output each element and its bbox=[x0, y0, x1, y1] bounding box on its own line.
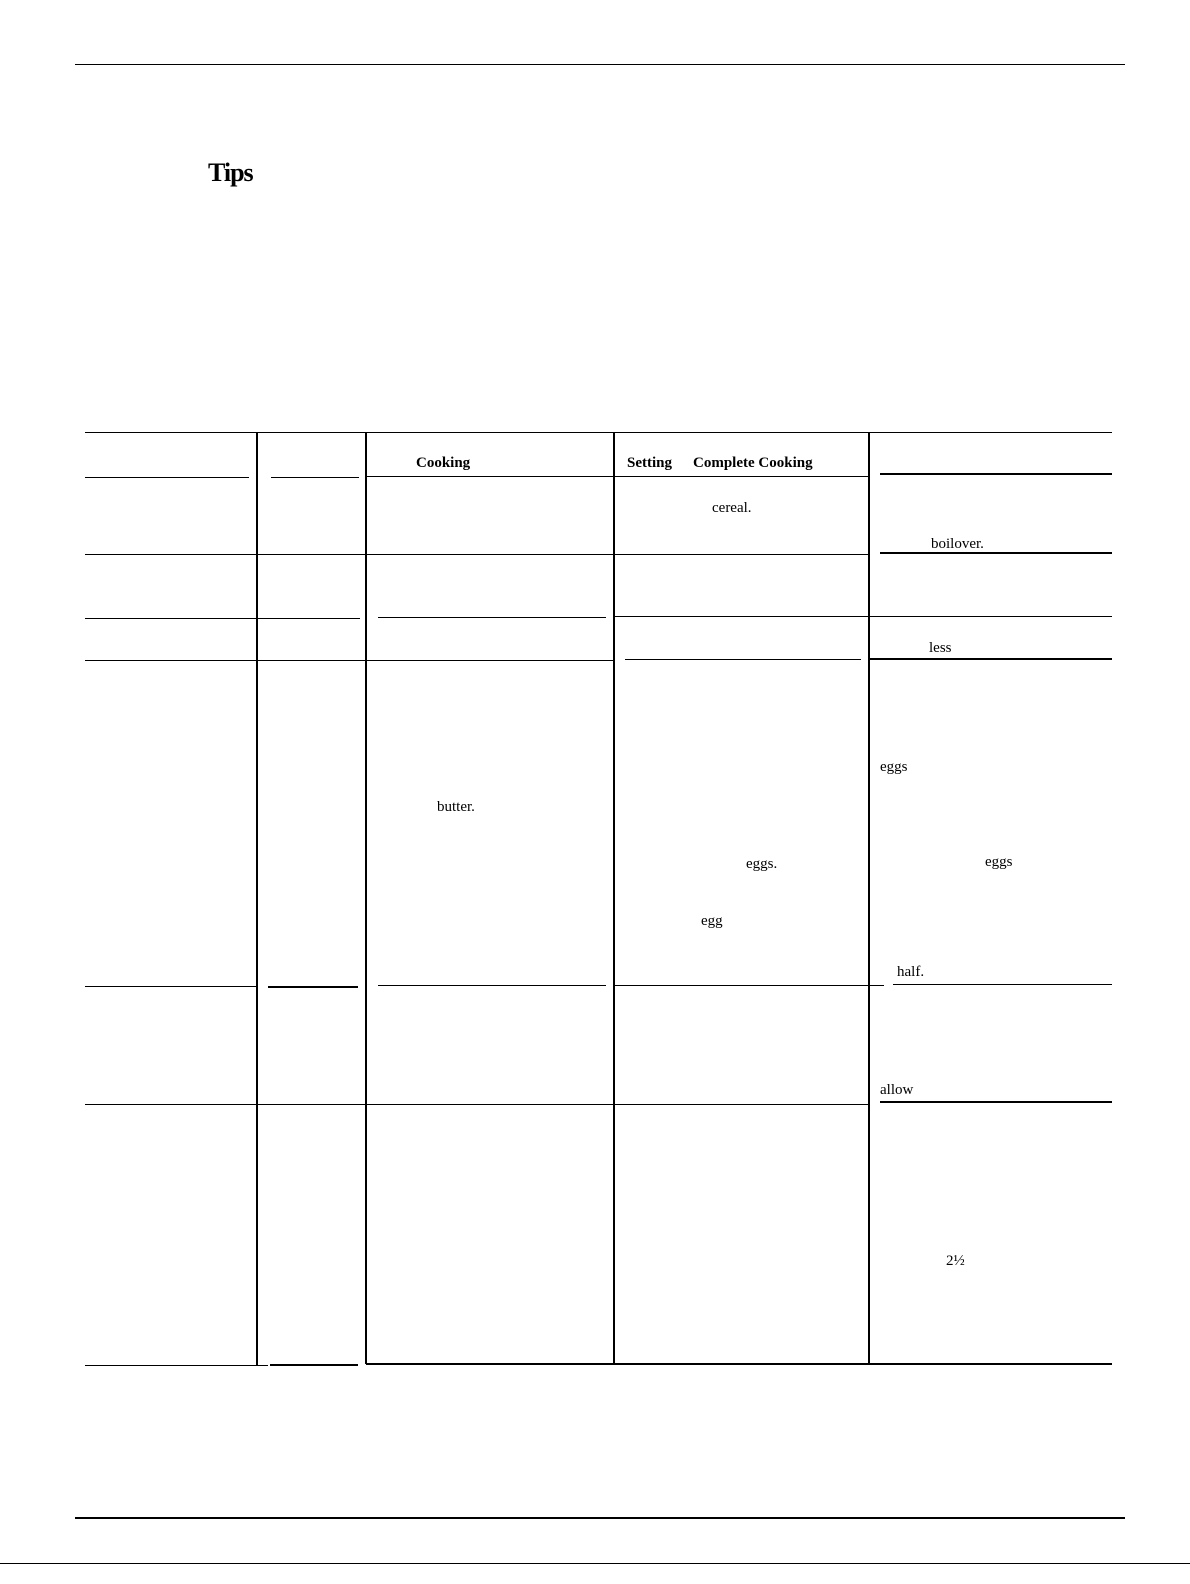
row-rule bbox=[893, 984, 1112, 985]
table-bottom-rule bbox=[366, 1363, 1112, 1365]
bottom-page-rule bbox=[75, 1517, 1125, 1519]
top-page-rule bbox=[75, 64, 1125, 65]
column-divider bbox=[613, 433, 615, 1364]
cell-text: allow bbox=[880, 1082, 914, 1098]
header-rule bbox=[880, 473, 1112, 475]
row-rule bbox=[378, 985, 606, 986]
header-rule bbox=[366, 476, 870, 477]
row-rule bbox=[614, 985, 884, 986]
cell-text: eggs bbox=[985, 854, 1013, 870]
row-rule bbox=[880, 1101, 1112, 1103]
page-title: Tips bbox=[208, 158, 253, 187]
column-divider bbox=[256, 433, 258, 1365]
column-divider bbox=[868, 433, 870, 1364]
header-cooking: Cooking bbox=[416, 455, 471, 471]
row-rule bbox=[880, 552, 1112, 554]
row-rule bbox=[85, 660, 615, 661]
cell-text: eggs. bbox=[746, 856, 778, 872]
cell-text: egg bbox=[701, 913, 723, 929]
row-rule bbox=[85, 618, 360, 619]
row-rule bbox=[268, 986, 358, 988]
header-rule bbox=[271, 477, 359, 478]
cell-text: less bbox=[929, 640, 952, 656]
row-rule bbox=[85, 986, 257, 987]
table-bottom-rule bbox=[85, 1365, 268, 1366]
row-rule bbox=[378, 617, 606, 618]
row-rule bbox=[614, 616, 1112, 617]
row-rule bbox=[85, 554, 868, 555]
header-rule bbox=[85, 477, 249, 478]
cell-text: butter. bbox=[437, 799, 475, 815]
cell-text: 2½ bbox=[946, 1253, 965, 1269]
row-rule bbox=[870, 658, 1112, 660]
cell-text: eggs bbox=[880, 759, 908, 775]
row-rule bbox=[85, 1104, 868, 1105]
header-setting: Setting bbox=[627, 455, 672, 471]
cell-text: cereal. bbox=[712, 500, 752, 516]
column-divider bbox=[365, 433, 367, 1364]
cell-text: boilover. bbox=[931, 536, 984, 552]
table-top-rule bbox=[85, 432, 1112, 433]
table-bottom-rule bbox=[270, 1364, 358, 1366]
header-complete-cooking: Complete Cooking bbox=[693, 455, 813, 471]
bottom-edge-rule bbox=[0, 1563, 1190, 1564]
row-rule bbox=[625, 659, 861, 660]
cell-text: half. bbox=[897, 964, 925, 980]
